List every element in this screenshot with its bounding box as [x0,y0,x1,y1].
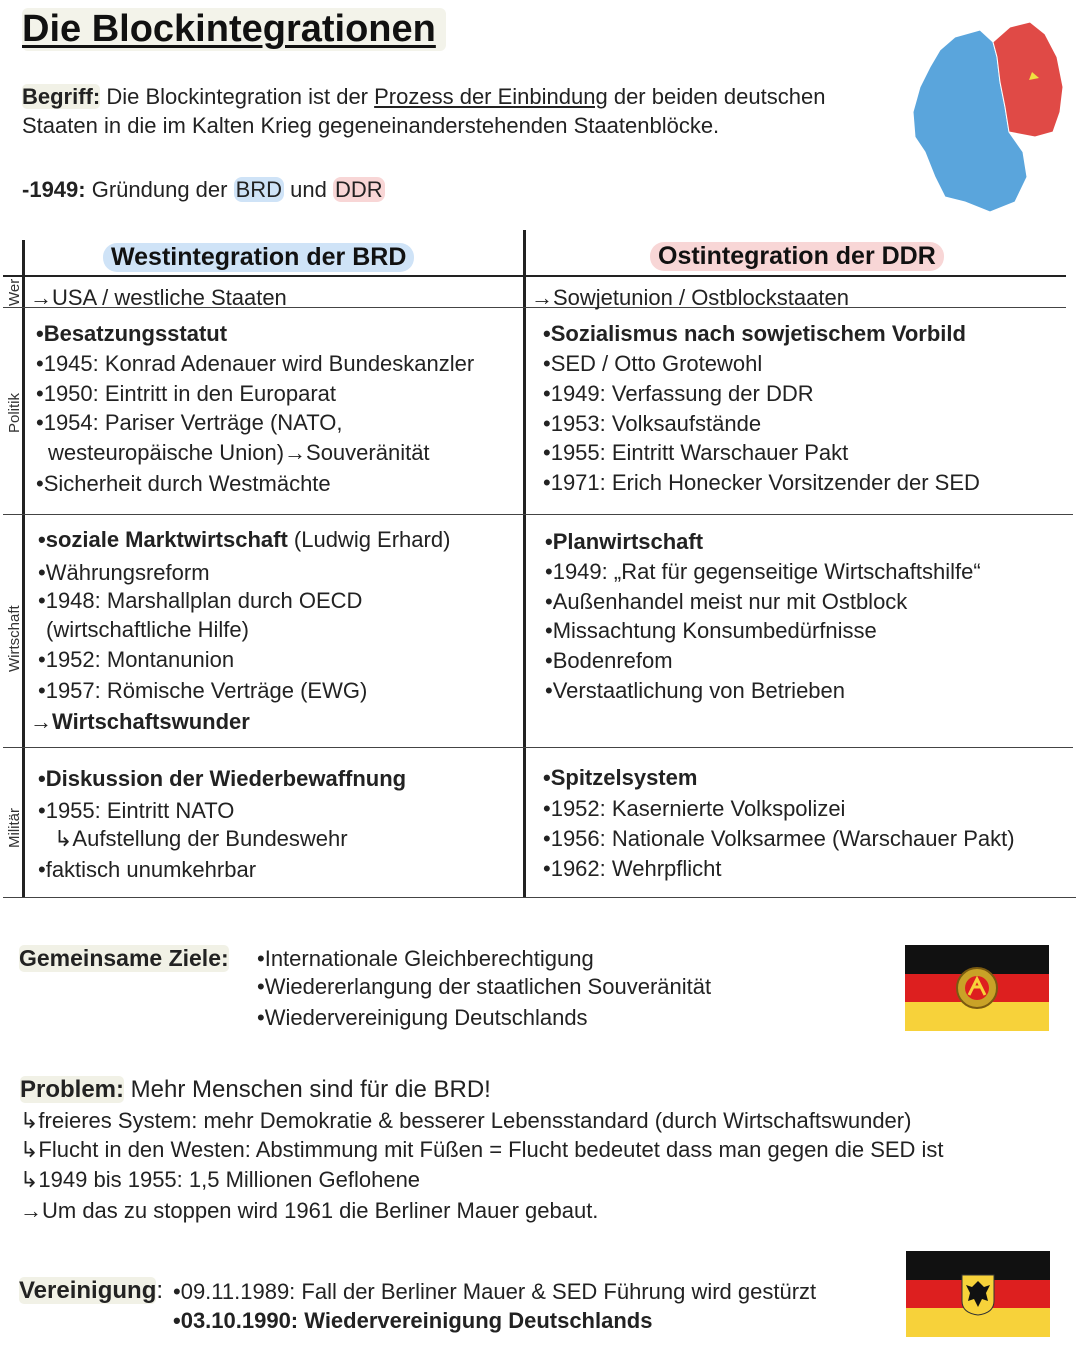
wirtschaft-east-item: •1949: „Rat für gegenseitige Wirtschaftshilfe“ [545,559,981,584]
politik-east-item: •1971: Erich Honecker Vorsitzender der SED [543,470,980,495]
problem-text: Mehr Menschen sind für die BRD! [124,1076,491,1103]
wirtschaft-west-item: •Währungsreform [38,560,210,585]
wirtschaft-east-item: •Verstaatlichung von Betrieben [545,678,846,703]
militaer-west-item: ↳Aufstellung der Bundeswehr [54,826,348,851]
militaer-west-item: •Diskussion der Wiederbewaffnung [38,766,407,791]
side-label-wer: Wer [6,278,23,306]
page-title: Die Blockintegrationen [22,8,446,51]
militaer-east-item: •Spitzelsystem [543,765,698,790]
table-center-divider [523,230,526,898]
wirtschaft-east-item: •Bodenrefom [545,648,673,673]
founding-line [22,175,385,204]
militaer-west-item: •1955: Eintritt NATO [38,798,235,823]
side-label-wirtschaft: Wirtschaft [6,605,23,672]
definition-line2: Staaten in die im Kalten Krieg gegeneinanderstehenden Staatenblöcke. [22,113,720,138]
founding-text: Gründung der [85,177,234,202]
eagle-emblem-icon [958,1271,998,1317]
wirtschaftswunder-label: Wirtschaftswunder [52,709,250,734]
row-rule-politik [3,514,1073,515]
ziele-item: •Wiedererlangung der staatlichen Souveränität [257,974,712,999]
side-label-militaer: Militär [6,808,23,848]
militaer-east-item: •1952: Kasernierte Volkspolizei [543,796,846,821]
ziele-item: •Internationale Gleichberechtigung [257,946,594,971]
definition-highlight: Prozess der Einbindung [374,84,608,109]
wirtschaft-west-result [30,709,250,735]
vereinigung-line: •03.10.1990: Wiedervereinigung Deutschlands [173,1308,653,1333]
ddr-label: DDR [334,177,383,202]
militaer-east-item: •1956: Nationale Volksarmee (Warschauer Pakt) [543,826,1015,851]
germany-map-icon [905,12,1070,222]
west-header: Westintegration der BRD [103,243,414,272]
founding-year: 1949: [29,177,86,202]
brd-flag-icon [906,1251,1050,1337]
wirtschaft-west-title: •soziale Marktwirtschaft [38,527,288,552]
politik-west-item: •1954: Pariser Verträge (NATO, [36,410,343,435]
wirtschaft-east-item: •Planwirtschaft [545,529,704,554]
wer-east: →Sowjetunion / Ostblockstaaten [531,285,849,310]
politik-east-item: •1949: Verfassung der DDR [543,381,814,406]
wirtschaft-west-item: •1957: Römische Verträge (EWG) [38,678,368,703]
problem-heading [20,1076,491,1104]
vereinigung-colon: : [156,1277,164,1304]
problem-line: ↳1949 bis 1955: 1,5 Millionen Geflohene [20,1167,421,1192]
militaer-west-item: •faktisch unumkehrbar [38,857,257,882]
wirtschaft-west-item [38,527,450,553]
wirtschaft-west-title-rest: (Ludwig Erhard) [287,527,451,552]
politik-east-item: •1955: Eintritt Warschauer Pakt [543,440,849,465]
wer-west: →USA / westliche Staaten [30,285,287,310]
definition-text-end: der beiden deutschen [607,84,826,109]
politik-west-item: •1945: Konrad Adenauer wird Bundeskanzler [36,351,475,376]
side-label-politik: Politik [6,392,23,433]
politik-west-item: •1950: Eintritt in den Europarat [36,381,336,406]
arrow-icon: → [30,709,52,734]
vereinigung-heading [19,1277,163,1305]
politik-east-item: •Sozialismus nach sowjetischem Vorbild [543,321,966,346]
vereinigung-line: •09.11.1989: Fall der Berliner Mauer & SED Führung wird gestürzt [173,1279,817,1304]
politik-west-item: •Besatzungsstatut [36,321,228,346]
problem-line: →Um das zu stoppen wird 1961 die Berliner Mauer gebaut. [20,1198,599,1223]
table-header-rule [3,275,1066,277]
vereinigung-label: Vereinigung [19,1277,157,1304]
militaer-east-item: •1962: Wehrpflicht [543,856,722,881]
definition-label: Begriff: [22,84,101,109]
wirtschaft-west-item: (wirtschaftliche Hilfe) [46,617,249,642]
table-left-border [22,240,25,898]
ddr-emblem-icon [955,965,999,1011]
ziele-label: Gemeinsame Ziele: [19,945,229,971]
row-rule-wirtschaft [3,747,1073,748]
founding-und: und [284,177,333,202]
wirtschaft-east-item: •Außenhandel meist nur mit Ostblock [545,589,908,614]
definition [22,82,912,140]
politik-east-item: •1953: Volksaufstände [543,411,762,436]
row-rule-militaer [3,897,1076,898]
wirtschaft-west-item: •1952: Montanunion [38,647,235,672]
problem-line: ↳freieres System: mehr Demokratie & besserer Lebensstandard (durch Wirtschaftswunder) [20,1108,912,1133]
wirtschaft-west-item: •1948: Marshallplan durch OECD [38,588,363,613]
ddr-flag-icon [905,945,1049,1031]
politik-west-item: westeuropäische Union)→Souveränität [48,440,430,465]
politik-east-item: •SED / Otto Grotewohl [543,351,763,376]
problem-label: Problem: [20,1076,125,1103]
founding-dash: - [22,177,30,202]
brd-label: BRD [235,177,283,202]
east-header: Ostintegration der DDR [650,242,944,271]
definition-text: Die Blockintegration ist der [100,84,375,109]
ziele-item: •Wiedervereinigung Deutschlands [257,1005,588,1030]
politik-west-item: •Sicherheit durch Westmächte [36,471,331,496]
wirtschaft-east-item: •Missachtung Konsumbedürfnisse [545,618,877,643]
problem-line: ↳Flucht in den Westen: Abstimmung mit Füßen = Flucht bedeutet dass man gegen die SED ist [20,1137,944,1162]
